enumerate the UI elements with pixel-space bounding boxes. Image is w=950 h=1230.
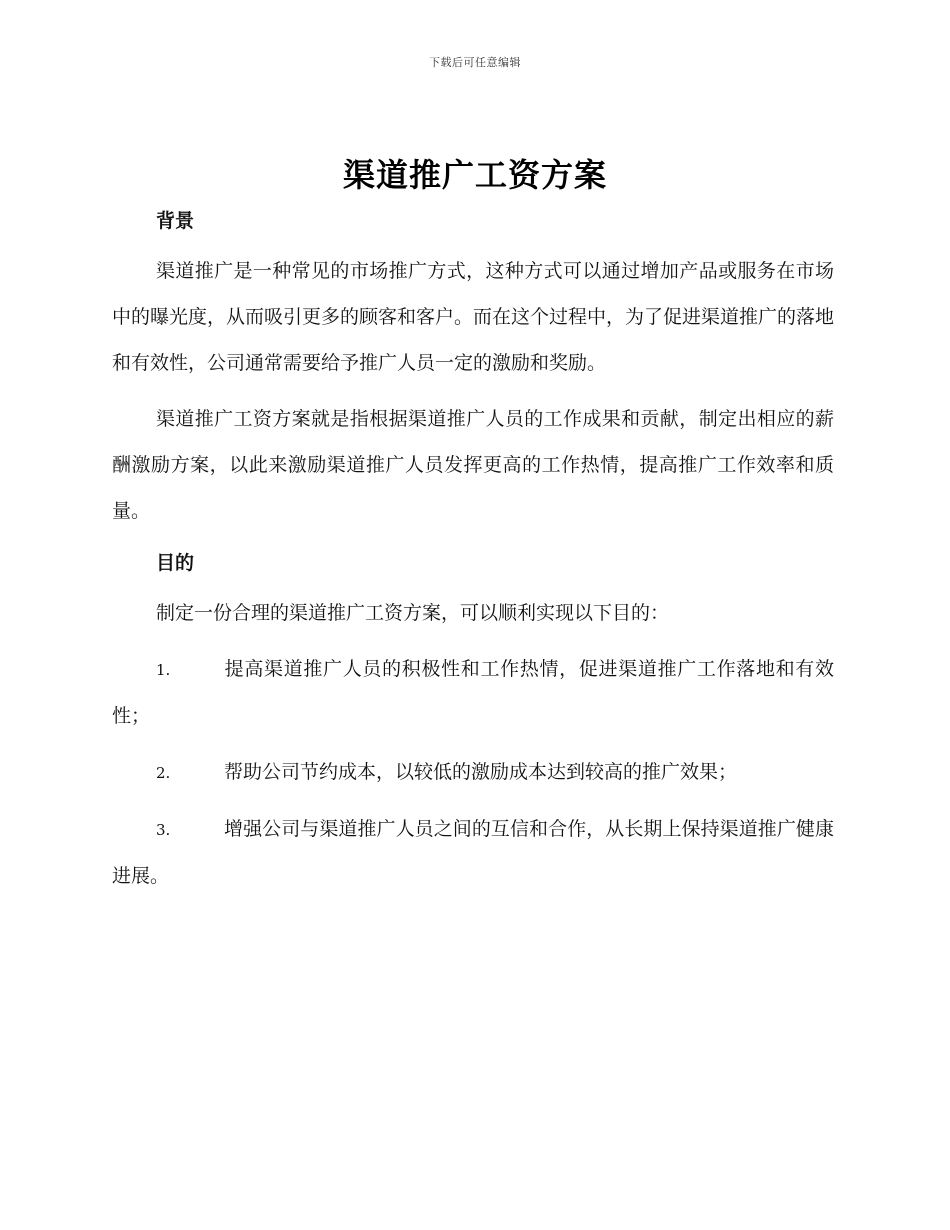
list-item-number: 2. <box>156 764 171 782</box>
background-paragraph: 渠道推广工资方案就是指根据渠道推广人员的工作成果和贡献，制定出相应的薪酬激励方案，以此来激励渠道推广人员发挥更高的工作热情，提高推广工作效率和质量。 <box>112 408 834 522</box>
list-item-number: 1. <box>156 661 171 679</box>
list-item-number: 3. <box>156 821 171 839</box>
purpose-intro: 制定一份合理的渠道推广工资方案，可以顺利实现以下目的： <box>156 602 670 624</box>
page-header: 下载后可任意编辑 <box>429 56 521 69</box>
list-item-text: 提高渠道推广人员的积极性和工作热情，促进渠道推广工作落地和有效性； <box>112 658 834 727</box>
background-paragraph: 渠道推广是一种常见的市场推广方式，这种方式可以通过增加产品或服务在市场中的曝光度，从而吸引更多的顾客和客户。而在这个过程中，为了促进渠道推广的落地和有效性，公司通常需要给予推广人员一定的激励和奖励。 <box>112 260 835 374</box>
document-body <box>112 200 834 909</box>
list-item <box>112 646 834 739</box>
list-item-text: 帮助公司节约成本，以较低的激励成本达到较高的推广效果； <box>224 761 738 783</box>
list-item <box>112 749 834 796</box>
section-heading-purpose: 目的 <box>156 552 195 574</box>
list-item <box>112 806 834 899</box>
document-title: 渠道推广工资方案 <box>342 156 607 194</box>
section-heading-background: 背景 <box>156 210 195 232</box>
list-item-text: 增强公司与渠道推广人员之间的互信和合作，从长期上保持渠道推广健康进展。 <box>112 818 834 887</box>
